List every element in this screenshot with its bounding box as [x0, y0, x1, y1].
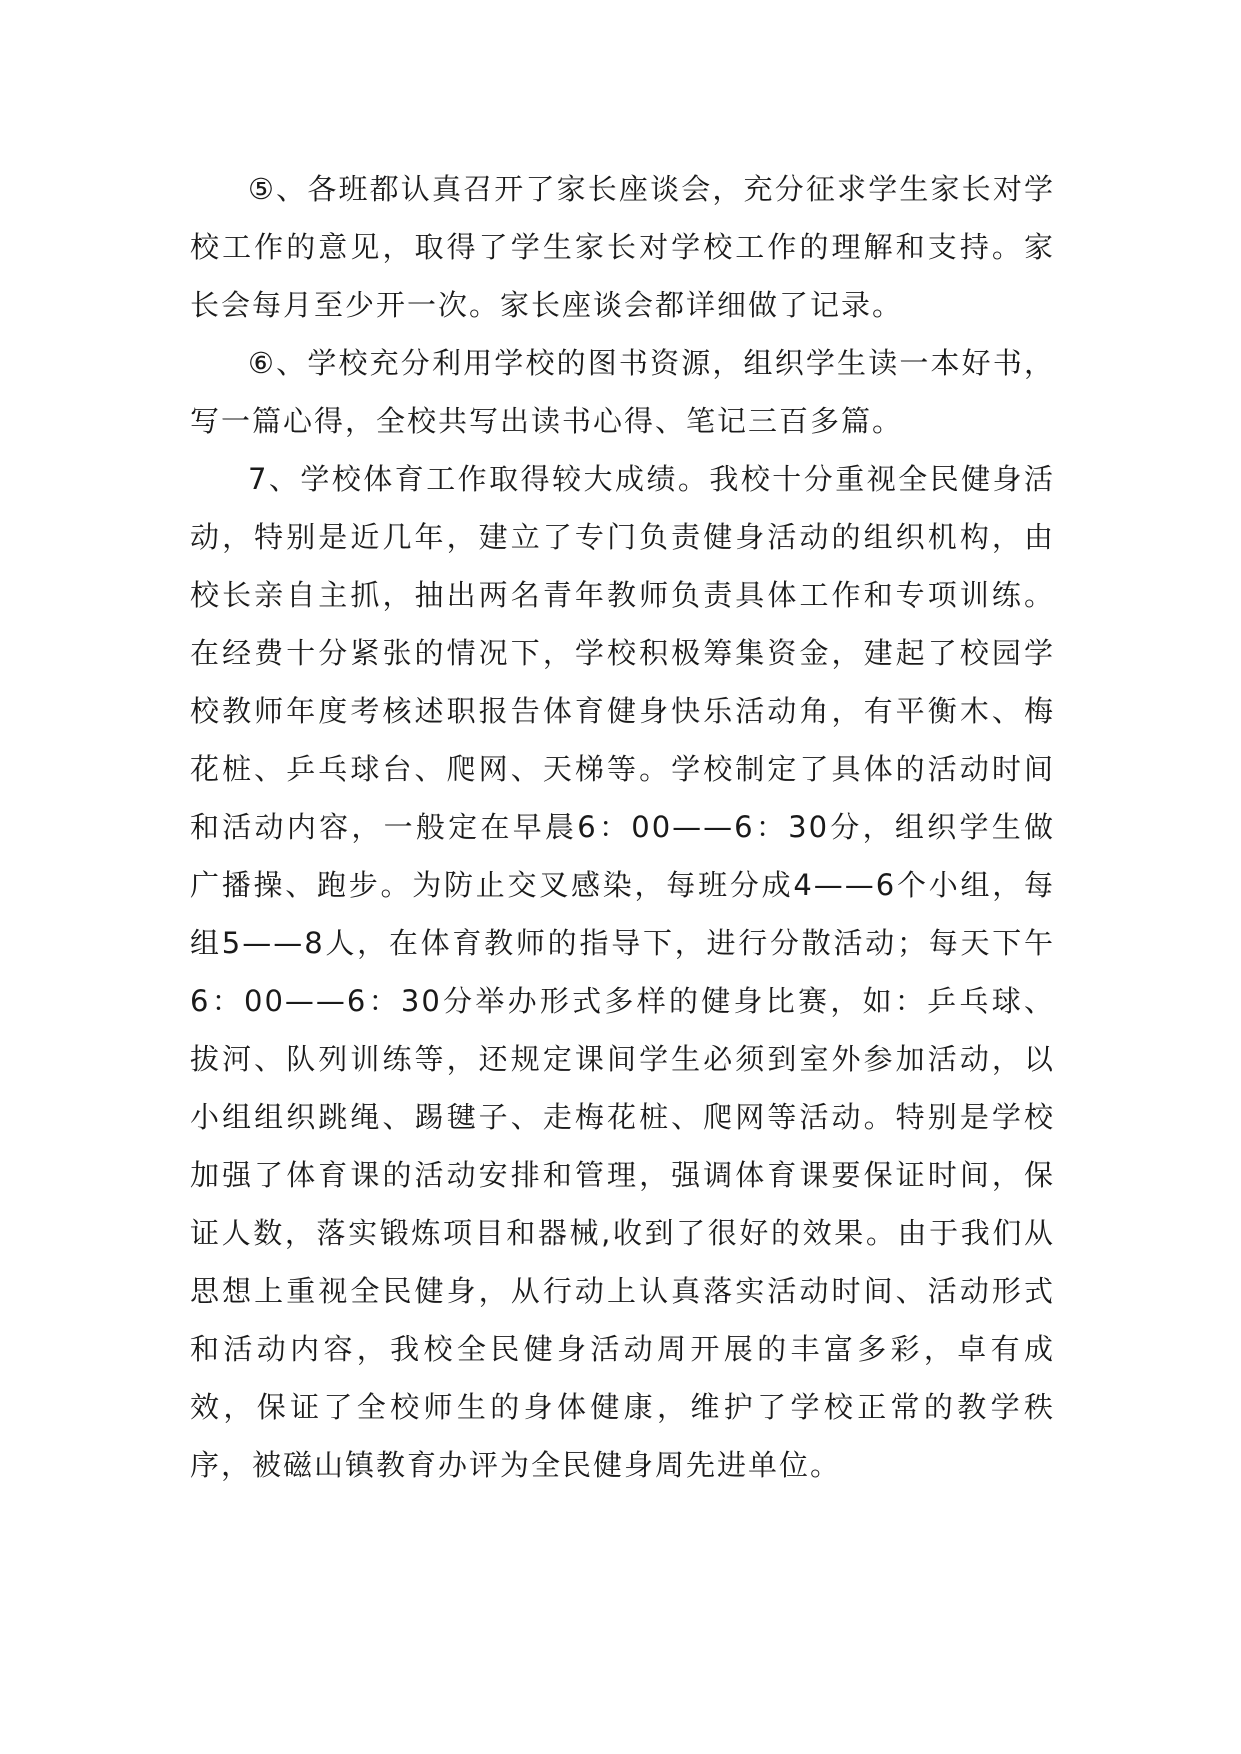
paragraph-sports-work: 7、学校体育工作取得较大成绩。我校十分重视全民健身活动，特别是近几年，建立了专门负责健身活动的组织机构，由校长亲自主抓，抽出两名青年教师负责具体工作和专项训练。在经费十分紧张的情况下，学校积极筹集资金，建起了校园学校教师年度考核述职报告体育健身快乐活动角，有平衡木、梅花桩、乒乓球台、爬网、天梯等。学校制定了具体的活动时间和活动内容，一般定在早晨6：00——6：30分，组织学生做广播操、跑步。为防止交叉感染，每班分成4——6个小组，每组5——8人，在体育教师的指导下，进行分散活动；每天下午6：00——6：30分举办形式多样的健身比赛，如：乒乓球、拔河、队列训练等，还规定课间学生必须到室外参加活动，以小组组织跳绳、踢毽子、走梅花桩、爬网等活动。特别是学校加强了体育课的活动安排和管理，强调体育课要保证时间，保证人数，落实锻炼项目和器械,收到了很好的效果。由于我们从思想上重视全民健身，从行动上认真落实活动时间、活动形式和活动内容，我校全民健身活动周开展的丰富多彩，卓有成效，保证了全校师生的身体健康，维护了学校正常的教学秩序，被磁山镇教育办评为全民健身周先进单位。: [190, 462, 1055, 1482]
paragraph-reading-activity: ⑥、学校充分利用学校的图书资源，组织学生读一本好书，写一篇心得，全校共写出读书心得、笔记三百多篇。: [190, 346, 1055, 438]
paragraph-parent-meetings: ⑤、各班都认真召开了家长座谈会，充分征求学生家长对学校工作的意见，取得了学生家长对学校工作的理解和支持。家长会每月至少开一次。家长座谈会都详细做了记录。: [190, 172, 1055, 322]
document-body: [190, 160, 1055, 1494]
